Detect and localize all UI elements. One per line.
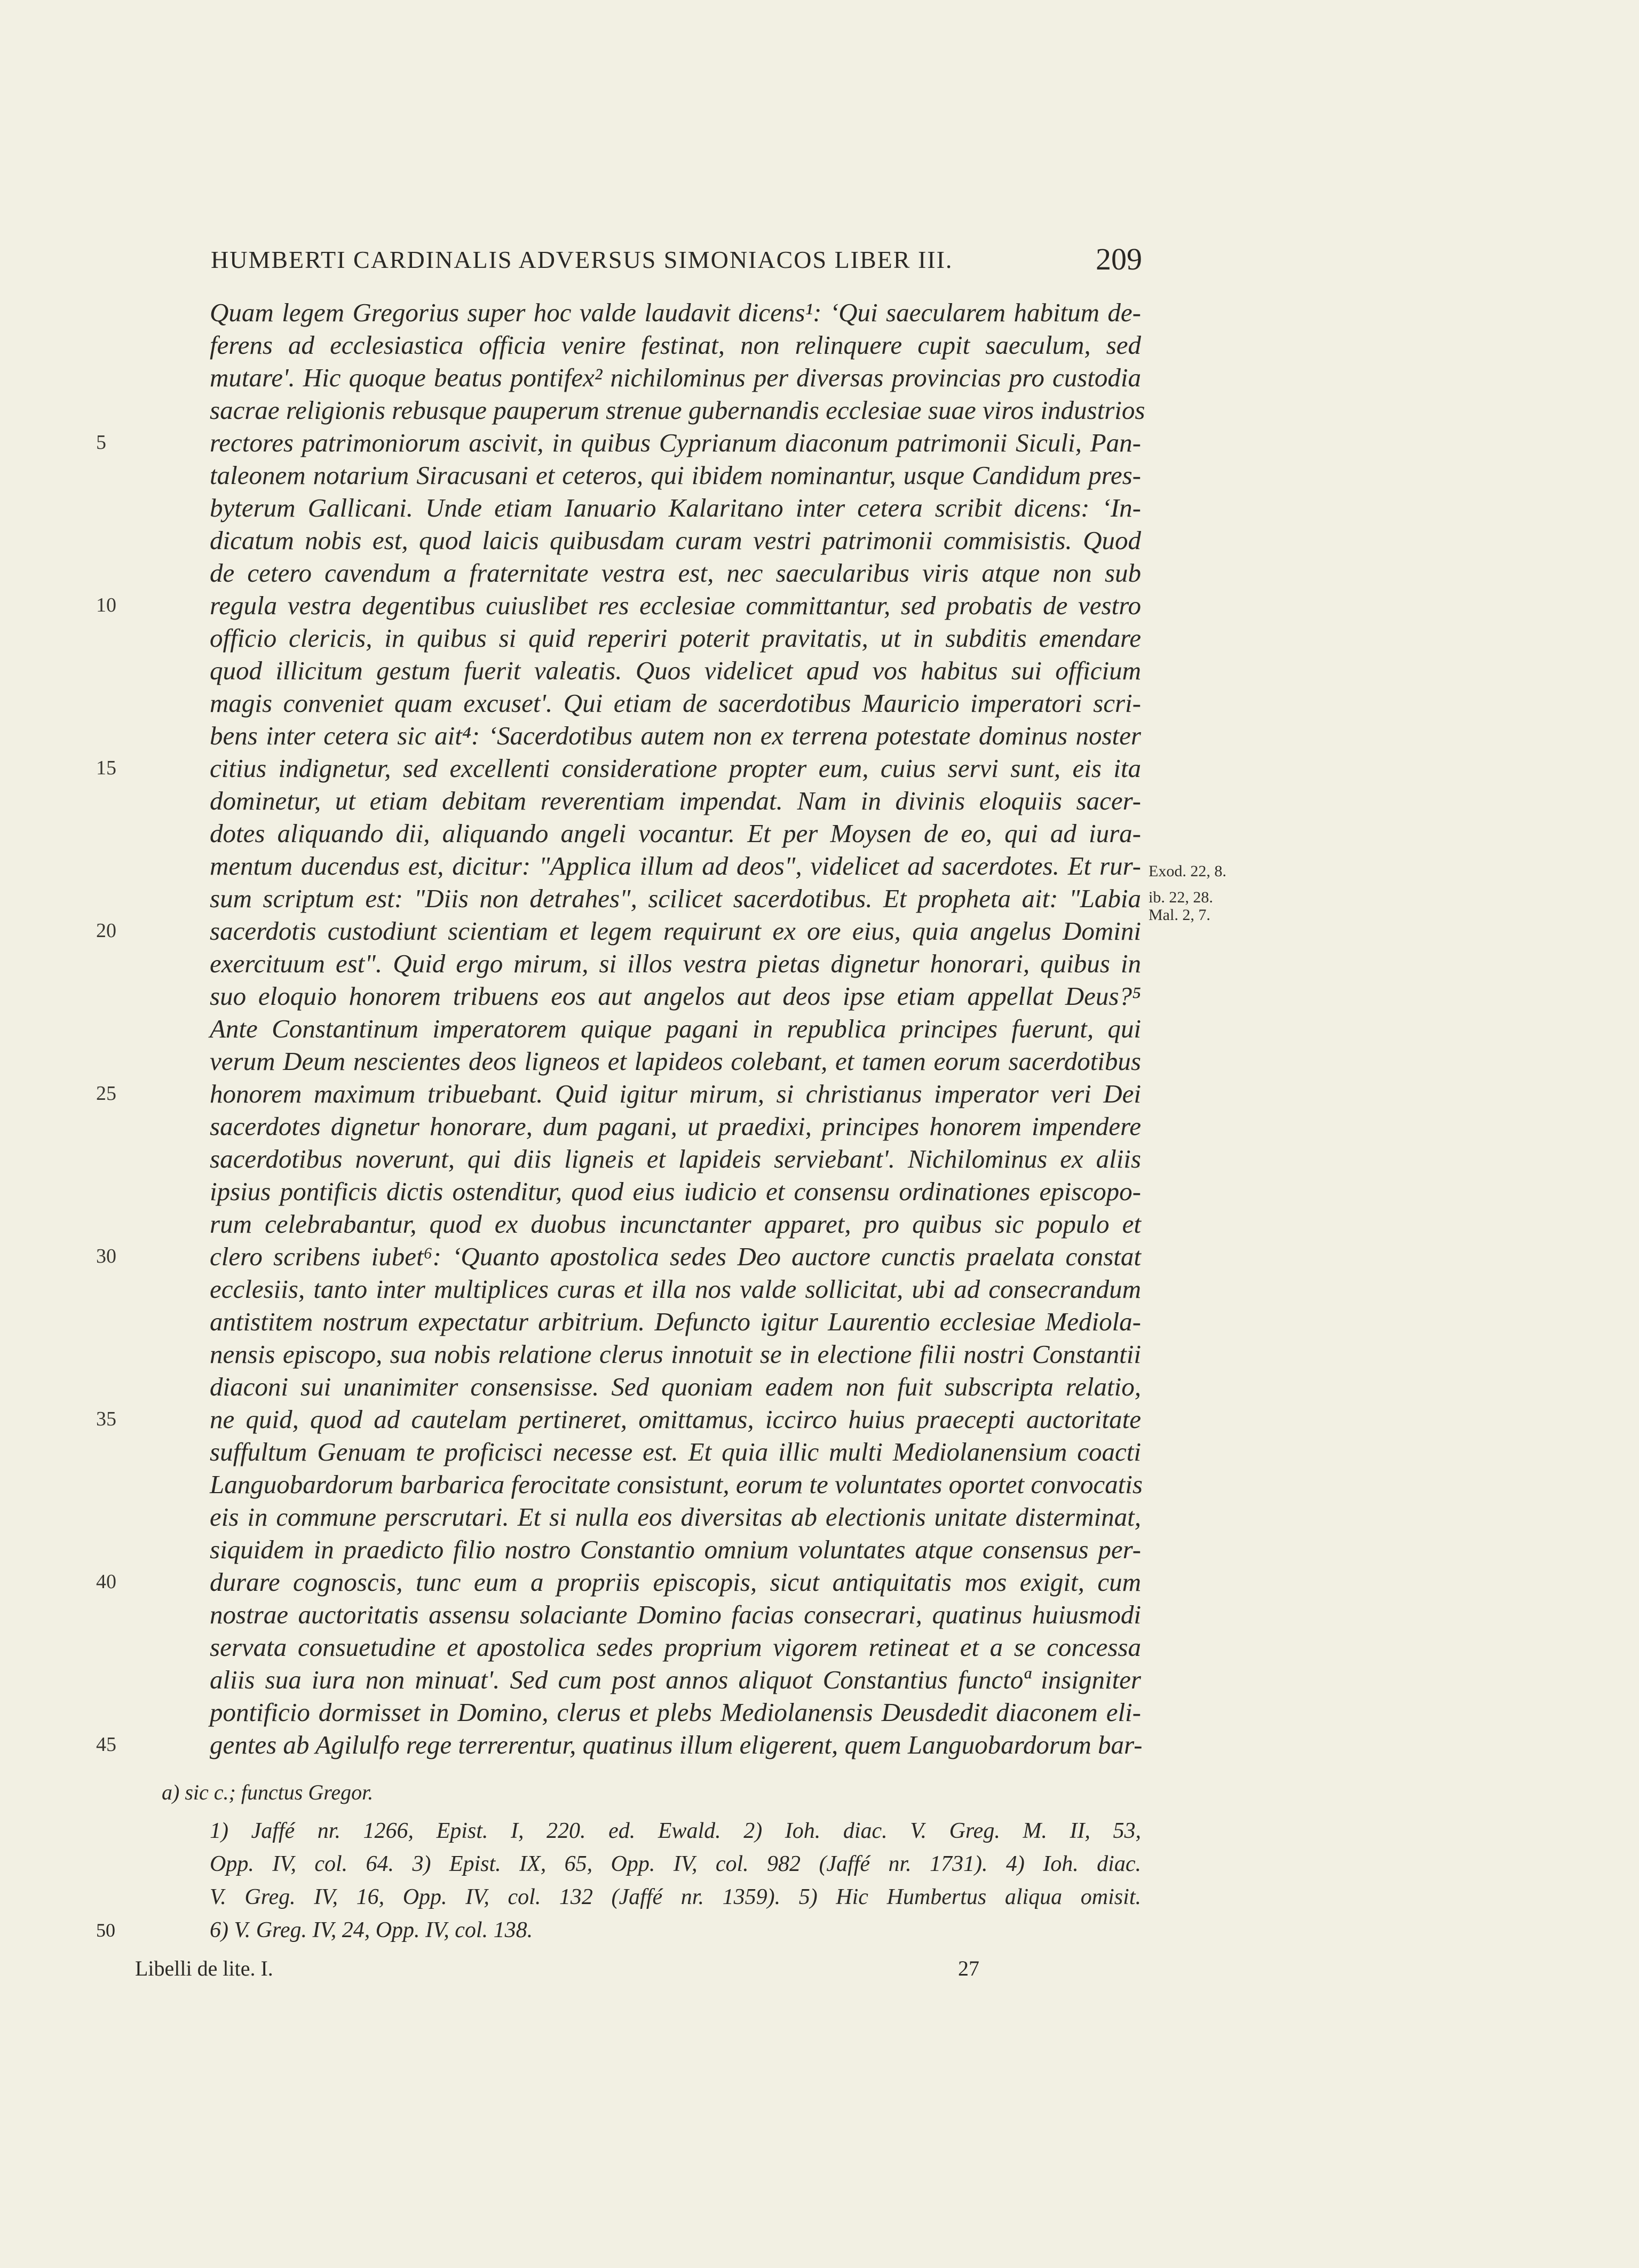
text-line [96, 1533, 1142, 1566]
line-text: regula vestra degentibus cuiuslibet res ecclesiae committantur, sed probatis de vestro [210, 591, 1141, 620]
text-line [96, 459, 1142, 491]
page-header [211, 241, 1142, 279]
line-number: 5 [96, 431, 106, 454]
text-line [96, 589, 1142, 622]
line-text: mutare'. Hic quoque beatus pontifex² nichilominus per diversas provincias pro custodia [210, 363, 1141, 392]
margin-note: Exod. 22, 8. [1149, 862, 1226, 880]
line-text: quod illicitum gestum fuerit valeatis. Quos videlicet apud vos habitus sui officium [210, 656, 1141, 685]
footnote-text: V. Greg. IV, 16, Opp. IV, col. 132 (Jaffé nr. 1359). 5) Hic Humbertus aliqua omisit. [210, 1885, 1141, 1909]
line-text: nostrae auctoritatis assensu solaciante Domino facias consecrari, quatinus huiusmodi [210, 1600, 1141, 1629]
line-text: sacerdotes dignetur honorare, dum pagani, ut praedixi, principes honorem impendere [210, 1112, 1141, 1141]
line-text: durare cognoscis, tunc eum a propriis episcopis, sicut antiquitatis mos exigit, cum [210, 1567, 1141, 1597]
text-line [96, 654, 1142, 687]
text-line [96, 1728, 1142, 1761]
line-text: pontificio dormisset in Domino, clerus et plebs Mediolanensis Deusdedit diaconem eli- [210, 1698, 1141, 1727]
footnote-text: Opp. IV, col. 64. 3) Epist. IX, 65, Opp. IV, col. 982 (Jaffé nr. 1731). 4) Ioh. diac. [210, 1852, 1141, 1876]
footnotes [96, 1814, 1142, 1947]
text-line [96, 980, 1142, 1012]
line-number: 45 [96, 1733, 116, 1756]
line-number: 50 [96, 1920, 115, 1941]
footer-signature: Libelli de lite. I. [135, 1956, 273, 1980]
text-line [96, 1370, 1142, 1403]
line-number: 30 [96, 1245, 116, 1267]
line-text: rum celebrabantur, quod ex duobus incunctanter apparet, pro quibus sic populo et [210, 1209, 1141, 1239]
line-text: clero scribens iubet⁶: ʻQuanto apostolica sedes Deo auctore cunctis praelata constat [210, 1242, 1141, 1271]
line-text: sum scriptum est: "Diis non detrahes", scilicet sacerdotibus. Et propheta ait: "Labia [210, 884, 1141, 913]
line-number: 25 [96, 1082, 116, 1105]
line-text: suo eloquio honorem tribuens eos aut angelos aut deos ipse etiam appellat Deus?⁵ [210, 981, 1141, 1011]
text-line [96, 1566, 1142, 1598]
text-line [96, 557, 1142, 589]
line-text: officio clericis, in quibus si quid reperiri poterit pravitatis, ut in subditis emendare [210, 623, 1141, 653]
footnote-line [96, 1881, 1142, 1914]
text-line [96, 752, 1142, 784]
line-text: dominetur, ut etiam debitam reverentiam impendat. Nam in divinis eloquiis sacer- [210, 786, 1141, 815]
line-text: eis in commune perscrutari. Et si nulla eos diversitas ab electionis unitate disterminat, [210, 1502, 1141, 1532]
text-line [96, 1273, 1142, 1305]
line-text: dicatum nobis est, quod laicis quibusdam curam vestri patrimonii commisistis. Quod [210, 526, 1141, 555]
margin-note: ib. 22, 28. [1149, 889, 1213, 906]
line-text: suffultum Genuam te proficisci necesse est. Et quia illic multi Mediolanensium coacti [210, 1437, 1141, 1466]
line-text: exercituum est". Quid ergo mirum, si illos vestra pietas dignetur honorari, quibus in [210, 949, 1141, 978]
text-line [96, 1305, 1142, 1338]
text-line [96, 394, 1145, 426]
line-number: 40 [96, 1571, 116, 1593]
line-number: 15 [96, 757, 116, 779]
line-text: magis conveniet quam excuset'. Qui etiam de sacerdotibus Mauricio imperatori scri- [210, 688, 1141, 718]
line-text: sacrae religionis rebusque pauperum strenue gubernandis ecclesiae suae viros industrios [210, 395, 1145, 425]
main-text [96, 296, 1145, 1761]
text-line [96, 426, 1142, 459]
text-line [96, 1045, 1142, 1077]
text-line [96, 1403, 1142, 1436]
text-line [96, 1338, 1142, 1370]
line-text: aliis sua iura non minuat'. Sed cum post annos aliquot Constantius functoª insigniter [210, 1665, 1141, 1694]
footnote-line [96, 1847, 1142, 1881]
line-text: honorem maximum tribuebant. Quid igitur mirum, si christianus imperator veri Dei [210, 1079, 1141, 1108]
line-text: taleonem notarium Siracusani et ceteros, qui ibidem nominantur, usque Candidum pres- [210, 461, 1141, 490]
line-text: servata consuetudine et apostolica sedes proprium vigorem retineat et a se concessa [210, 1632, 1141, 1662]
margin-note: Mal. 2, 7. [1149, 906, 1210, 924]
text-line [96, 361, 1142, 394]
line-text: Languobardorum barbarica ferocitate consistunt, eorum te voluntates oportet convocatis [210, 1470, 1143, 1499]
footer-sheet-number: 27 [958, 1956, 979, 1980]
text-line [96, 882, 1142, 915]
text-line [96, 524, 1142, 557]
footnote-text: 6) V. Greg. IV, 24, Opp. IV, col. 138. [210, 1918, 533, 1942]
text-line [96, 1077, 1142, 1110]
text-line [96, 1012, 1142, 1045]
page-number: 209 [1096, 242, 1142, 276]
line-number: 20 [96, 919, 116, 942]
line-text: rectores patrimoniorum ascivit, in quibus Cyprianum diaconum patrimonii Siculi, Pan- [210, 428, 1141, 457]
footnote-line [96, 1814, 1142, 1847]
line-text: sacerdotibus noverunt, qui diis ligneis et lapideis serviebant'. Nichilominus ex aliis [210, 1144, 1141, 1173]
text-line [96, 296, 1142, 329]
text-line [96, 329, 1142, 361]
line-text: siquidem in praedicto filio nostro Constantio omnium voluntates atque consensus per- [210, 1535, 1141, 1564]
text-line [96, 1631, 1142, 1663]
text-line [96, 1598, 1142, 1631]
text-line [96, 1468, 1142, 1501]
text-line [96, 687, 1142, 719]
text-line [96, 850, 1142, 882]
text-line [96, 622, 1142, 654]
text-line [96, 947, 1142, 980]
text-line [96, 1143, 1142, 1175]
text-line [96, 817, 1142, 850]
line-number: 35 [96, 1408, 116, 1430]
line-text: Ante Constantinum imperatorem quique pagani in republica principes fuerunt, qui [210, 1014, 1141, 1043]
text-line [96, 1175, 1142, 1208]
text-line [96, 1501, 1142, 1533]
text-line [96, 1663, 1142, 1696]
line-text: gentes ab Agilulfo rege terrerentur, quatinus illum eligerent, quem Languobardorum bar- [210, 1730, 1143, 1759]
line-text: nensis episcopo, sua nobis relatione clerus innotuit se in electione filii nostri Constantii [210, 1339, 1141, 1369]
line-text: diaconi sui unanimiter consensisse. Sed quoniam eadem non fuit subscripta relatio, [210, 1372, 1141, 1401]
text-line [96, 915, 1142, 947]
running-title: HUMBERTI CARDINALIS ADVERSUS SIMONIACOS LIBER III. [211, 246, 953, 273]
line-number: 10 [96, 594, 116, 616]
text-line [96, 491, 1142, 524]
text-line [96, 719, 1142, 752]
text-line [96, 1208, 1142, 1240]
line-text: ipsius pontificis dictis ostenditur, quod eius iudicio et consensu ordinationes episcopo- [210, 1177, 1141, 1206]
line-text: de cetero cavendum a fraternitate vestra est, nec saecularibus viris atque non sub [210, 558, 1141, 588]
footnote-text: 1) Jaffé nr. 1266, Epist. I, 220. ed. Ewald. 2) Ioh. diac. V. Greg. M. II, 53, [210, 1819, 1141, 1843]
line-text: antistitem nostrum expectatur arbitrium. Defuncto igitur Laurentio ecclesiae Mediola- [210, 1307, 1141, 1336]
footnote-line [96, 1914, 1142, 1947]
line-text: ferens ad ecclesiastica officia venire festinat, non relinquere cupit saeculum, sed [210, 330, 1141, 360]
line-text: sacerdotis custodiunt scientiam et legem requirunt ex ore eius, quia angelus Domini [210, 916, 1141, 946]
text-line [96, 1696, 1142, 1728]
line-text: mentum ducendus est, dicitur: "Applica illum ad deos", videlicet ad sacerdotes. Et rur- [210, 851, 1141, 881]
text-line [96, 1110, 1142, 1143]
apparatus-note: a) sic c.; functus Gregor. [162, 1780, 374, 1804]
line-text: bens inter cetera sic ait⁴: ʻSacerdotibus autem non ex terrena potestate dominus noster [210, 721, 1141, 750]
line-text: ne quid, quod ad cautelam pertineret, omittamus, iccirco huius praecepti auctoritate [210, 1405, 1141, 1434]
line-text: ecclesiis, tanto inter multiplices curas et illa nos valde sollicitat, ubi ad consecrandum [210, 1274, 1141, 1304]
text-line [96, 1240, 1142, 1273]
line-text: dotes aliquando dii, aliquando angeli vocantur. Et per Moysen de eo, qui ad iura- [210, 819, 1141, 848]
line-text: byterum Gallicani. Unde etiam Ianuario Kalaritano inter cetera scribit dicens: ʻIn- [210, 493, 1141, 522]
line-text: citius indignetur, sed excellenti consideratione propter eum, cuius servi sunt, eis ita [210, 754, 1141, 783]
text-line [96, 1436, 1142, 1468]
line-text: Quam legem Gregorius super hoc valde laudavit dicens¹: ʻQui saecularem habitum de- [210, 298, 1141, 327]
text-line [96, 784, 1142, 817]
line-text: verum Deum nescientes deos ligneos et lapideos colebant, et tamen eorum sacerdotibus [210, 1046, 1141, 1076]
